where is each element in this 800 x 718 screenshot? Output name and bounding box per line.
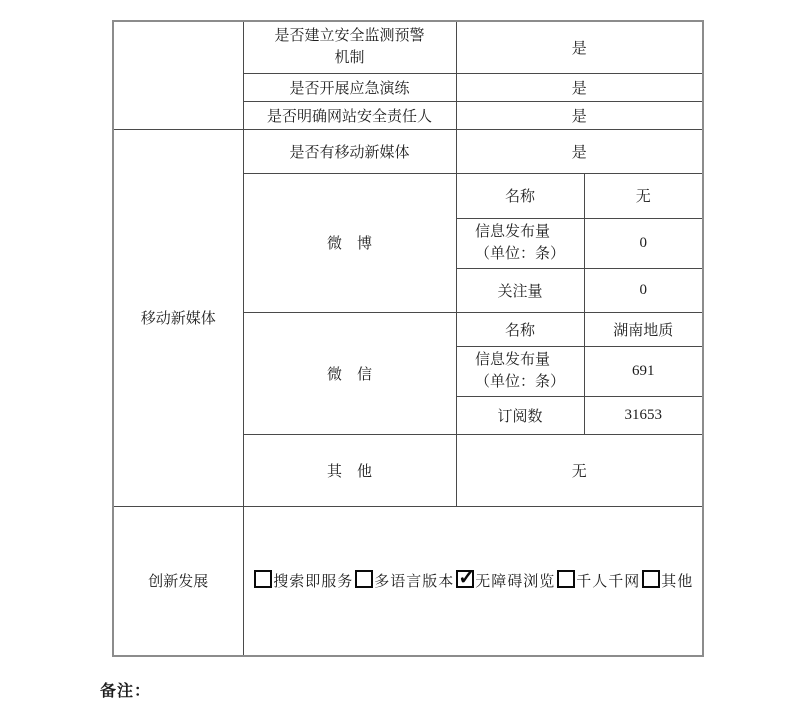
- innovation-option-accessibility: [454, 574, 555, 590]
- emergency-drill-value: 是: [456, 73, 703, 101]
- security-monitoring-value: 是: [456, 21, 703, 73]
- checkbox-personalized-web-icon: [557, 570, 575, 588]
- weibo-name-value: 无: [584, 173, 703, 218]
- wechat-posts-label-lines: [475, 349, 565, 394]
- weibo-name-label: 名称: [456, 173, 584, 218]
- security-monitoring-label: [248, 25, 452, 70]
- label-line-1: 信息发布量: [474, 223, 550, 240]
- wechat-name-value: 湖南地质: [584, 312, 703, 346]
- wechat-posts-value: 691: [584, 346, 703, 396]
- innovation-option-search: [252, 574, 353, 590]
- weibo-label: 微 博: [243, 173, 456, 312]
- security-row-label: [243, 21, 456, 73]
- innovation-option-multilingual: [353, 574, 454, 590]
- innovation-option-label: 千人千网: [576, 574, 641, 591]
- category-mobile-media: 移动新媒体: [113, 129, 243, 506]
- innovation-options-cell: [243, 506, 703, 656]
- innovation-option-personalized: [555, 574, 640, 590]
- security-officer-value: 是: [456, 101, 703, 129]
- weibo-posts-label-lines: [475, 221, 565, 266]
- checkbox-accessibility-icon: [456, 570, 474, 588]
- label-line-2: （单位：条）: [474, 374, 565, 390]
- innovation-option-label: 多语言版本: [374, 574, 455, 591]
- innovation-option-other: [640, 574, 693, 590]
- emergency-drill-label: 是否开展应急演练: [243, 73, 456, 101]
- other-media-value: 无: [456, 434, 703, 506]
- weibo-posts-label: [456, 218, 584, 268]
- category-innovation: 创新发展: [113, 506, 243, 656]
- innovation-option-label: 其他: [661, 574, 694, 591]
- remark-label: 备注：: [100, 683, 152, 700]
- weibo-followers-label: 关注量: [456, 268, 584, 312]
- wechat-posts-label: [456, 346, 584, 396]
- checkbox-other-icon: [642, 570, 660, 588]
- innovation-option-label: 搜索即服务: [273, 574, 354, 591]
- weibo-posts-value: 0: [584, 218, 703, 268]
- weibo-followers-value: 0: [584, 268, 703, 312]
- has-mobile-media-label: 是否有移动新媒体: [243, 129, 456, 173]
- label-line-2: 机制: [334, 50, 365, 67]
- wechat-subscribers-label: 订阅数: [456, 396, 584, 434]
- security-officer-label: 是否明确网站安全责任人: [243, 101, 456, 129]
- wechat-name-label: 名称: [456, 312, 584, 346]
- innovation-option-label: 无障碍浏览: [475, 574, 556, 591]
- has-mobile-media-value: 是: [456, 129, 703, 173]
- checkbox-multilingual-icon: [355, 570, 373, 588]
- label-line-1: 是否建立安全监测预警: [274, 27, 425, 44]
- other-media-label: 其 他: [243, 434, 456, 506]
- wechat-label: 微 信: [243, 312, 456, 434]
- annual-report-table: [112, 20, 704, 657]
- wechat-subscribers-value: 31653: [584, 396, 703, 434]
- checkbox-search-as-service-icon: [254, 570, 272, 588]
- label-line-2: （单位：条）: [474, 246, 565, 262]
- category-cell-empty: [113, 21, 243, 129]
- label-line-1: 信息发布量: [474, 351, 550, 368]
